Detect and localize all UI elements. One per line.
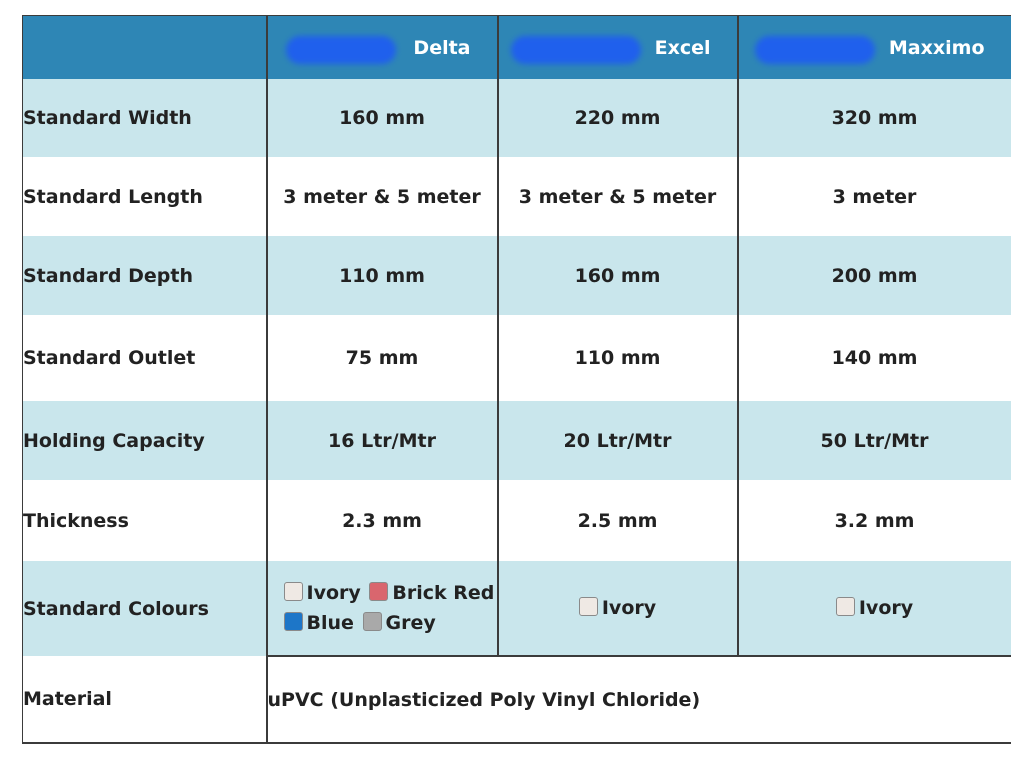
cell-value: 320 mm <box>738 79 1011 157</box>
row-label: Standard Length <box>23 157 267 236</box>
redaction-mark <box>511 36 641 64</box>
grey-swatch <box>363 612 382 631</box>
row-label: Thickness <box>23 480 267 561</box>
redaction-mark <box>755 36 875 64</box>
header-maxximo-label: Maxximo <box>888 37 985 59</box>
colour-option <box>363 612 436 634</box>
row-label: Standard Colours <box>23 561 267 656</box>
header-maxximo <box>738 16 1011 80</box>
cell-value: 50 Ltr/Mtr <box>738 401 1011 480</box>
table-row <box>23 480 1011 561</box>
colour-name: Ivory <box>306 582 361 604</box>
row-label: Standard Depth <box>23 236 267 315</box>
material-value: uPVC (Unplasticized Poly Vinyl Chloride) <box>267 656 1011 743</box>
colour-option <box>369 582 494 604</box>
cell-value: 200 mm <box>738 236 1011 315</box>
redaction-mark <box>286 36 396 64</box>
cell-value: 3 meter <box>738 157 1011 236</box>
row-label: Holding Capacity <box>23 401 267 480</box>
colour-name: Ivory <box>858 597 914 619</box>
cell-value: 3 meter & 5 meter <box>267 157 498 236</box>
table-header-row <box>23 16 1011 80</box>
ivory-swatch <box>836 597 855 616</box>
cell-value: 20 Ltr/Mtr <box>498 401 738 480</box>
cell-value: 110 mm <box>498 315 738 401</box>
cell-value: 220 mm <box>498 79 738 157</box>
header-delta <box>267 16 498 80</box>
table-row <box>23 236 1011 315</box>
excel-colours-cell <box>498 561 738 656</box>
row-label: Standard Outlet <box>23 315 267 401</box>
delta-colours-cell <box>267 561 498 656</box>
cell-value: 2.3 mm <box>267 480 498 561</box>
spec-comparison-table <box>22 15 1011 744</box>
header-excel <box>498 16 738 80</box>
table-row <box>23 79 1011 157</box>
header-delta-label: Delta <box>413 37 471 59</box>
cell-value: 75 mm <box>267 315 498 401</box>
blue-swatch <box>284 612 303 631</box>
cell-value: 16 Ltr/Mtr <box>267 401 498 480</box>
cell-value: 110 mm <box>267 236 498 315</box>
cell-value: 160 mm <box>267 79 498 157</box>
colour-name: Brick Red <box>392 582 495 604</box>
cell-value: 3.2 mm <box>738 480 1011 561</box>
colour-name: Grey <box>385 612 436 634</box>
cell-value: 160 mm <box>498 236 738 315</box>
table-row-colours <box>23 561 1011 656</box>
header-excel-label: Excel <box>654 37 711 59</box>
maxximo-colours-cell <box>738 561 1011 656</box>
colour-name: Blue <box>306 612 354 634</box>
table-row <box>23 157 1011 236</box>
colour-name: Ivory <box>601 597 657 619</box>
row-label: Material <box>23 656 267 743</box>
colour-option <box>284 612 354 634</box>
header-corner-cell <box>23 16 267 80</box>
ivory-swatch <box>579 597 598 616</box>
cell-value: 3 meter & 5 meter <box>498 157 738 236</box>
row-label: Standard Width <box>23 79 267 157</box>
cell-value: 2.5 mm <box>498 480 738 561</box>
brick-red-swatch <box>369 582 388 601</box>
ivory-swatch <box>284 582 303 601</box>
table-row <box>23 315 1011 401</box>
cell-value: 140 mm <box>738 315 1011 401</box>
table-row <box>23 401 1011 480</box>
colour-option <box>284 582 361 604</box>
table-row-material <box>23 656 1011 743</box>
